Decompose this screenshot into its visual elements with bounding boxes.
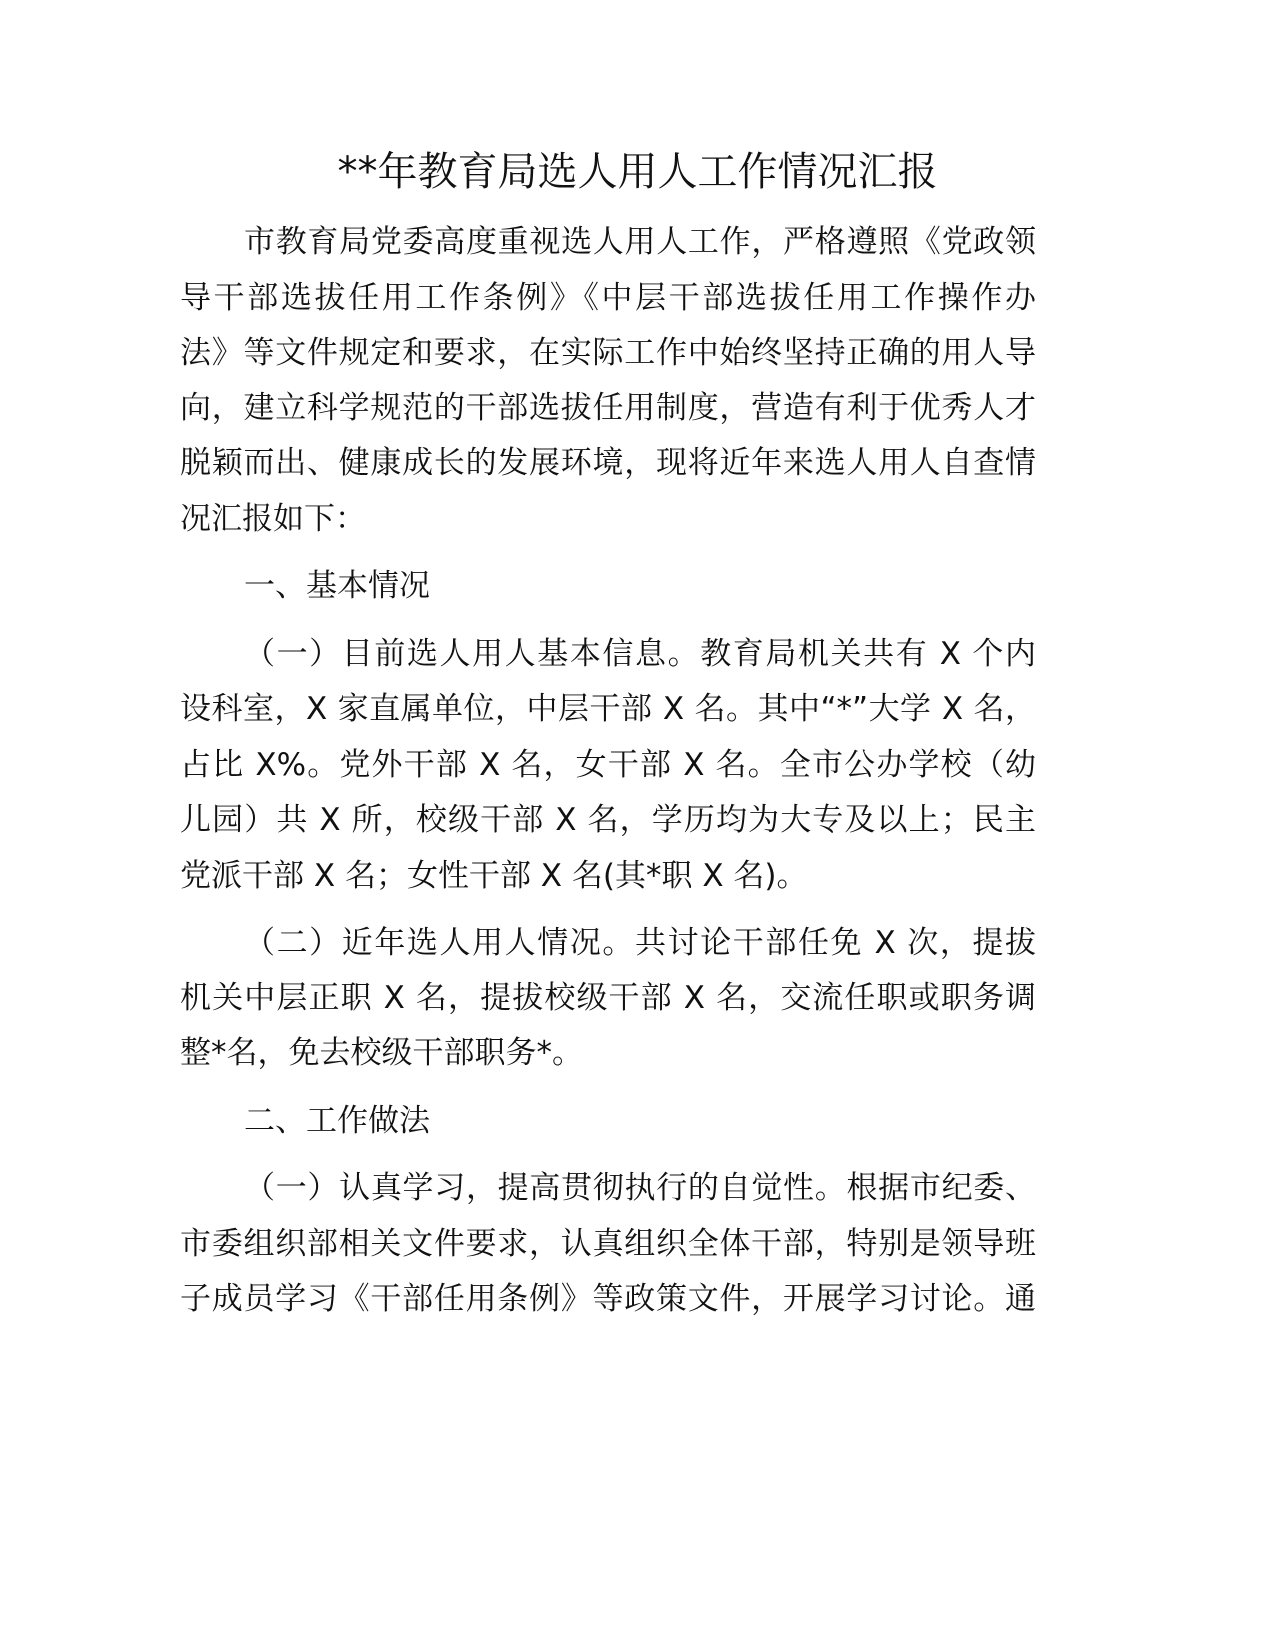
paragraph-line: 占比 X%。党外干部 X 名，女干部 X 名。全市公办学校（幼 <box>180 747 1036 783</box>
paragraph-line: 况汇报如下： <box>180 501 366 537</box>
paragraph-line: 导干部选拔任用工作条例》《中层干部选拔任用工作操作办 <box>180 280 1036 316</box>
paragraph-line: 法》等文件规定和要求，在实际工作中始终坚持正确的用人导 <box>180 335 1036 371</box>
paragraph-line: 设科室，X 家直属单位，中层干部 X 名。其中“*”大学 X 名， <box>180 691 1036 727</box>
section-heading: 一、基本情况 <box>244 568 430 604</box>
paragraph-line: 脱颖而出、健康成长的发展环境，现将近年来选人用人自查情 <box>180 445 1036 481</box>
paragraph-line: 整*名，免去校级干部职务*。 <box>180 1035 583 1071</box>
paragraph-line: 市教育局党委高度重视选人用人工作，严格遵照《党政领 <box>244 224 1036 260</box>
paragraph-line: （二）近年选人用人情况。共讨论干部任免 X 次，提拔 <box>244 925 1036 961</box>
paragraph-line: 向，建立科学规范的干部选拔任用制度，营造有利于优秀人才 <box>180 390 1036 426</box>
paragraph-line: （一）认真学习，提高贯彻执行的自觉性。根据市纪委、 <box>244 1170 1036 1206</box>
paragraph-line: 党派干部 X 名；女性干部 X 名(其*职 X 名)。 <box>180 858 808 894</box>
section-heading: 二、工作做法 <box>244 1103 430 1139</box>
paragraph-line: 子成员学习《干部任用条例》等政策文件，开展学习讨论。通 <box>180 1281 1036 1317</box>
paragraph-line: 市委组织部相关文件要求，认真组织全体干部，特别是领导班 <box>180 1226 1036 1262</box>
paragraph-line: 机关中层正职 X 名，提拔校级干部 X 名，交流任职或职务调 <box>180 980 1036 1016</box>
paragraph-line: （一）目前选人用人基本信息。教育局机关共有 X 个内 <box>244 636 1036 672</box>
paragraph-line: 儿园）共 X 所，校级干部 X 名，学历均为大专及以上；民主 <box>180 802 1036 838</box>
document-title: **年教育局选人用人工作情况汇报 <box>337 149 938 195</box>
